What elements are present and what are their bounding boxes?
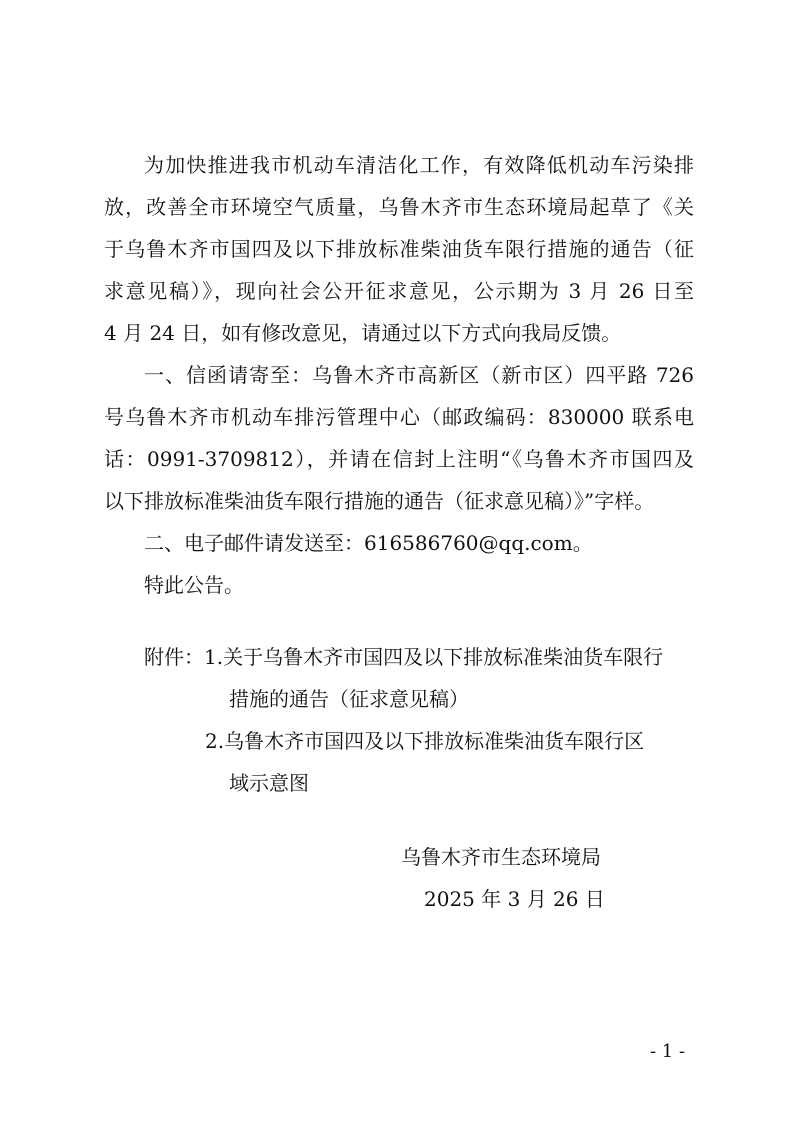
page-number: - 1 - (650, 1041, 686, 1062)
attachment-item-1-line-1 (144, 638, 696, 676)
attachment-item-1-title: 1.关于乌鲁木齐市国四及以下排放标准柴油货车限行 (204, 645, 664, 669)
signature-organization: 乌鲁木齐市生态环境局 (401, 845, 601, 869)
paragraph-2-line-2: 号乌鲁木齐市机动车排污管理中心（邮政编码：830000 联系电 (104, 405, 694, 429)
signature-date: 2025 年 3 月 26 日 (424, 887, 605, 911)
attachment-item-1-line-2: 措施的通告（征求意见稿） (229, 687, 469, 711)
paragraph-1-line-3: 于乌鲁木齐市国四及以下排放标准柴油货车限行措施的通告（征 (104, 237, 694, 261)
email-paragraph: 二、电子邮件请发送至：616586760@qq.com。 (144, 531, 593, 555)
paragraph-1-line-2: 放，改善全市环境空气质量，乌鲁木齐市生态环境局起草了《关 (104, 195, 694, 219)
paragraph-2-line-4: 以下排放标准柴油货车限行措施的通告（征求意见稿）》”字样。 (104, 489, 655, 513)
attachment-item-2-line-1: 2.乌鲁木齐市国四及以下排放标准柴油货车限行区 (205, 729, 645, 753)
paragraph-2-line-1: 一、信函请寄至：乌鲁木齐市高新区（新市区）四平路 726 (144, 363, 694, 387)
paragraph-1-line-1: 为加快推进我市机动车清洁化工作，有效降低机动车污染排 (144, 153, 694, 177)
paragraph-1-line-5: 4 月 24 日，如有修改意见，请通过以下方式向我局反馈。 (104, 321, 622, 345)
closing-remark: 特此公告。 (144, 573, 244, 597)
attachment-item-2-line-2: 域示意图 (229, 771, 309, 795)
attachment-label: 附件： (144, 645, 204, 669)
paragraph-1-line-4: 求意见稿）》，现向社会公开征求意见，公示期为 3 月 26 日至 (104, 279, 694, 303)
paragraph-2-line-3: 话：0991-3709812），并请在信封上注明“《乌鲁木齐市国四及 (104, 447, 694, 471)
